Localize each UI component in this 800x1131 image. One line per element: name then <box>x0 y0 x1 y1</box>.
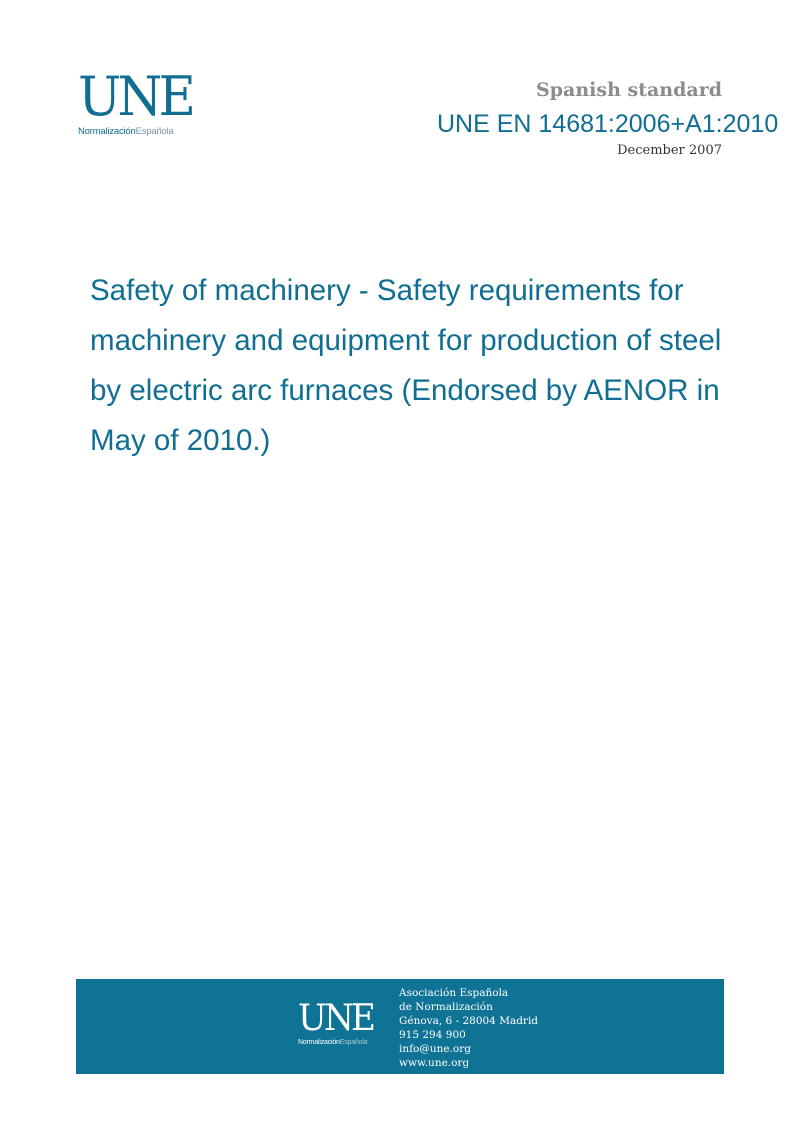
standard-label: Spanish standard <box>536 79 722 101</box>
logo-mark: UNE <box>78 65 193 128</box>
footer-contact-info <box>399 986 538 1070</box>
logo-subtitle-part1: Normalización <box>78 126 136 137</box>
standard-code: UNE EN 14681:2006+A1:2010 <box>437 110 779 138</box>
footer-website-link[interactable]: www.une.org <box>399 1057 470 1069</box>
standard-date: December 2007 <box>617 143 722 158</box>
footer-org-line-2: de Normalización <box>399 1001 493 1013</box>
footer-address: Génova, 6 - 28004 Madrid <box>399 1015 539 1027</box>
footer-phone: 915 294 900 <box>399 1029 466 1041</box>
footer-banner <box>76 979 724 1074</box>
footer-logo <box>298 998 377 1046</box>
footer-org-line-1: Asociación Española <box>399 987 509 999</box>
une-logo <box>78 65 198 137</box>
footer-logo-mark: UNE <box>298 998 374 1039</box>
footer-email-link[interactable]: info@une.org <box>399 1043 471 1055</box>
document-title: Safety of machinery - Safety requirements for machinery and equipment for production of steel by electric arc furnaces (Endorsed by AENOR in May of 2010.) <box>90 274 722 457</box>
footer-logo-subtitle-part1: Normalización <box>298 1039 340 1046</box>
footer-logo-subtitle <box>298 1039 377 1046</box>
logo-subtitle-part2: Española <box>135 126 174 137</box>
footer-logo-subtitle-part2: Española <box>339 1039 368 1046</box>
